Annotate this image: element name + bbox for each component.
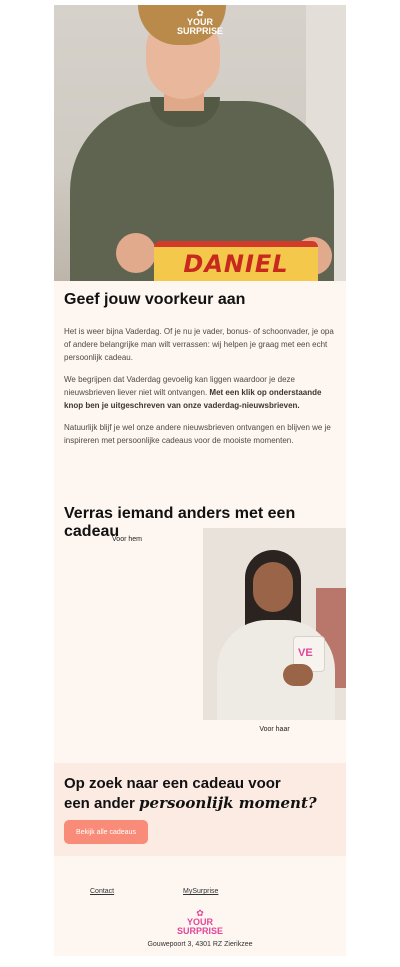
section-title-preference: Geef jouw voorkeur aan xyxy=(64,291,246,308)
footer-logo-line2: SURPRISE xyxy=(177,926,224,936)
brand-logo-line1: YOUR xyxy=(186,17,213,27)
footer-link-mysurprise[interactable]: MySurprise xyxy=(183,888,219,895)
footer-link-contact[interactable]: Contact xyxy=(90,888,115,895)
promo-title-line2-normal: een ander xyxy=(64,795,140,812)
chocolate-bar-name: DANIEL xyxy=(183,250,289,278)
gift-category-grid xyxy=(54,528,346,746)
paragraph-unsubscribe-normal: We begrijpen dat Vaderdag gevoelig kan liggen waardoor je deze nieuwsbrieven liever niet wilt ontvangen. xyxy=(64,375,295,397)
company-address: Gouwepoort 3, 4301 RZ Zierikzee xyxy=(147,941,253,948)
paragraph-unsubscribe-bold: Met een klik op onderstaande knop ben je uitgeschreven van onze vaderdag-nieuwsbrieven. xyxy=(64,388,322,410)
email-container xyxy=(54,5,346,956)
brand-logo-top[interactable] xyxy=(176,9,224,36)
promo-title-line2-italic: persoonlijk moment? xyxy=(139,794,317,812)
chocolate-bar xyxy=(154,241,318,281)
promo-title-line1: Op zoek naar een cadeau voor xyxy=(64,775,281,792)
category-him[interactable] xyxy=(54,528,200,728)
hero-hand-left xyxy=(116,233,156,273)
paragraph-other-newsletters: Natuurlijk blijf je wel onze andere nieuwsbrieven ontvangen en blijven we je inspireren met persoonlijke cadeaus voor de mooiste momenten. xyxy=(64,423,331,445)
category-her-image[interactable] xyxy=(203,528,346,720)
promo-block xyxy=(54,763,346,856)
section-title-surprise: Verras iemand anders met een cadeau xyxy=(64,505,296,540)
footer-logo-line1: YOUR xyxy=(186,917,213,927)
gift-icon: ✿ xyxy=(196,908,204,918)
category-him-caption[interactable]: Voor hem xyxy=(112,536,142,543)
her-hand xyxy=(283,664,313,686)
hero-image[interactable] xyxy=(54,5,346,281)
her-face xyxy=(253,562,293,612)
brand-logo-footer[interactable] xyxy=(177,909,223,936)
paragraph-intro: Het is weer bijna Vaderdag. Of je nu je vader, bonus- of schoonvader, je opa of andere belangrijke man wilt verrassen: wij helpen je graag met een echt persoonlijk cadeau. xyxy=(64,327,334,362)
category-her-caption[interactable]: Voor haar xyxy=(259,726,290,733)
view-all-gifts-button[interactable]: Bekijk alle cadeaus xyxy=(64,820,148,844)
mug-print: VE xyxy=(298,647,313,659)
paragraph-unsubscribe xyxy=(64,373,336,412)
brand-logo-line2: SURPRISE xyxy=(176,26,223,36)
promo-title-line2 xyxy=(64,794,317,812)
gift-icon: ✿ xyxy=(196,8,204,18)
